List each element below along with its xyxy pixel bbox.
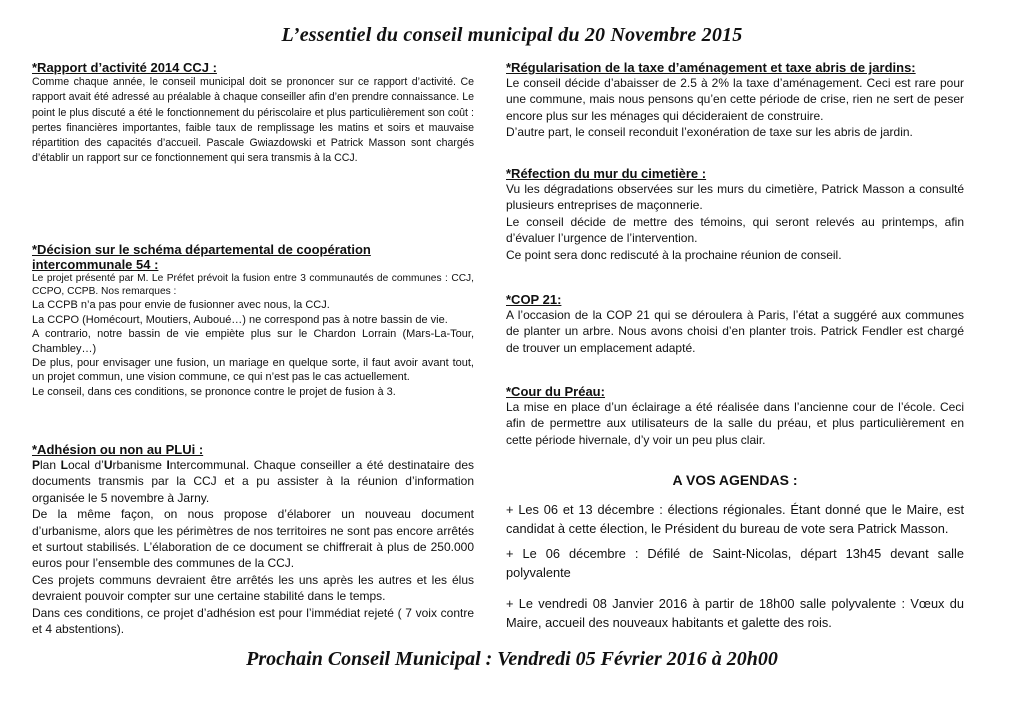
acronym-rest: rbanisme bbox=[112, 458, 167, 472]
page-title: L’essentiel du conseil municipal du 20 Novembre 2015 bbox=[281, 24, 743, 46]
section-plui bbox=[32, 442, 474, 637]
section-cop21 bbox=[506, 292, 964, 356]
paragraph: A contrario, notre bassin de vie empiète plus sur le Chardon Lorrain (Mars-La-Tour, Chambley…) bbox=[32, 328, 474, 355]
section-cour-preau bbox=[506, 384, 964, 448]
section-heading: *Décision sur le schéma départemental de coopération intercommunale 54 : bbox=[32, 242, 371, 272]
section-schema-departemental bbox=[32, 242, 474, 399]
section-heading: *Régularisation de la taxe d’aménagement et taxe abris de jardins: bbox=[506, 60, 916, 75]
section-mur-cimetiere bbox=[506, 166, 964, 263]
paragraph: Le projet présenté par M. Le Préfet prévoit la fusion entre 3 communautés de communes : CCJ, CCPO, CCPB. Nos remarques : bbox=[32, 273, 474, 298]
agenda-item: + Le vendredi 08 Janvier 2016 à partir de 18h00 salle polyvalente : Vœux du Maire, accueil des nouveaux habitants et galette des rois. bbox=[506, 596, 964, 630]
section-heading: *Réfection du mur du cimetière : bbox=[506, 166, 707, 181]
paragraph: A l’occasion de la COP 21 qui se déroulera à Paris, l’état a suggéré aux communes de planter un arbre. Nous avons choisi d’en planter trois. Patrick Fendler est chargé de trouver un emplacement adapté. bbox=[506, 308, 964, 355]
section-heading: *Rapport d’activité 2014 CCJ : bbox=[32, 60, 217, 75]
paragraph: De plus, pour envisager une fusion, un mariage en quelque sorte, il faut avoir avant tout, un projet commun, une vision commune, ce qui n’est pas le cas actuellement. bbox=[32, 357, 474, 384]
acronym-rest: ocal d’ bbox=[67, 458, 104, 472]
footer-next-meeting: Prochain Conseil Municipal : Vendredi 05 Février 2016 à 20h00 bbox=[246, 648, 778, 670]
paragraph: La CCPB n’a pas pour envie de fusionner avec nous, la CCJ. bbox=[32, 299, 330, 312]
paragraph: Comme chaque année, le conseil municipal doit se prononcer sur ce rapport d’activité. Ce rapport avait été adressé au préalable à chaque conseiller afin d’en prendre connaissance. Le point le plus discuté a été le fonctionnement du périscolaire et plus particulièrement son coût : pertes financières importantes, faible taux de remplissage les matins et soirs et mauvaise répartition des capacités d’accueil. Pascale Gwiazdowski et Patrick Masson sont chargés d’établir un rapport sur ce fonctionnement qui sera transmis à la CCJ. bbox=[32, 76, 474, 165]
section-heading: *Adhésion ou non au PLUi : bbox=[32, 442, 204, 457]
paragraph: Le conseil, dans ces conditions, se prononce contre le projet de fusion à 3. bbox=[32, 385, 396, 398]
paragraph: La CCPO (Homécourt, Moutiers, Auboué…) ne correspond pas à notre bassin de vie. bbox=[32, 313, 448, 326]
paragraph: Le conseil décide d’abaisser de 2.5 à 2% la taxe d’aménagement. Ceci est rare pour une commune, mais nous pensons qu’en cette période de crise, rien ne sert de peser encore plus sur les ménages qui décideraient de construire. bbox=[506, 76, 964, 123]
agenda-item: + Le 06 décembre : Défilé de Saint-Nicolas, départ 13h45 devant salle polyvalente bbox=[506, 546, 964, 580]
paragraph bbox=[32, 457, 474, 506]
paragraph: Ces projets communs devraient être arrêtés les uns après les autres et les élus devraient pouvoir compter sur une certaine stabilité dans le temps. bbox=[32, 572, 474, 604]
acronym-letter: L bbox=[60, 458, 68, 472]
paragraph-text: Chaque conseiller a été destinataire des documents transmis par la CCJ et a pu assister à la réunion d’information organisée le 5 novembre à Jarny. bbox=[32, 458, 474, 505]
section-rapport-activite bbox=[32, 60, 474, 167]
paragraph: Ce point sera donc rediscuté à la prochaine réunion de conseil. bbox=[506, 247, 842, 262]
paragraph: Le conseil décide de mettre des témoins, qui seront relevés au printemps, afin d’évaluer l’urgence de l’intervention. bbox=[506, 214, 964, 246]
acronym-letter: I bbox=[166, 458, 170, 472]
acronym-rest: lan bbox=[40, 458, 61, 472]
section-heading: *Cour du Préau: bbox=[506, 384, 605, 399]
paragraph: D’autre part, le conseil reconduit l’exonération de taxe sur les abris de jardin. bbox=[506, 125, 913, 140]
paragraph: La mise en place d’un éclairage a été réalisée dans l’ancienne cour de l’école. Ceci afin de permettre aux utilisateurs de la salle du préau, et plus particulièrement en cette période hivernale, d’y voir un peu plus clair. bbox=[506, 400, 964, 447]
paragraph: De la même façon, on nous propose d’élaborer un nouveau document d’urbanisme, alors que les périmètres de nos territoires ne sont pas encore arrêtés et surtout stabilisés. L’élaboration de ce document se chiffrerait à plus de 250.000 euros pour l’ensemble des communes de la CCJ. bbox=[32, 507, 474, 571]
section-heading: *COP 21: bbox=[506, 292, 562, 307]
section-taxe-amenagement bbox=[506, 60, 964, 141]
acronym-rest: ntercommunal. bbox=[169, 458, 250, 472]
agenda-title: A VOS AGENDAS : bbox=[672, 472, 798, 488]
paragraph: Dans ces conditions, ce projet d’adhésion est pour l’immédiat rejeté ( 7 voix contre et 4 abstentions). bbox=[32, 605, 474, 637]
agenda-item: + Les 06 et 13 décembre : élections régionales. Étant donné que le Maire, est candidat à cette élection, le Président du bureau de vote sera Patrick Masson. bbox=[506, 502, 964, 536]
acronym-letter: P bbox=[32, 458, 41, 472]
acronym-letter: U bbox=[103, 458, 113, 472]
paragraph: Vu les dégradations observées sur les murs du cimetière, Patrick Masson a consulté plusieurs entreprises de maçonnerie. bbox=[506, 182, 964, 213]
